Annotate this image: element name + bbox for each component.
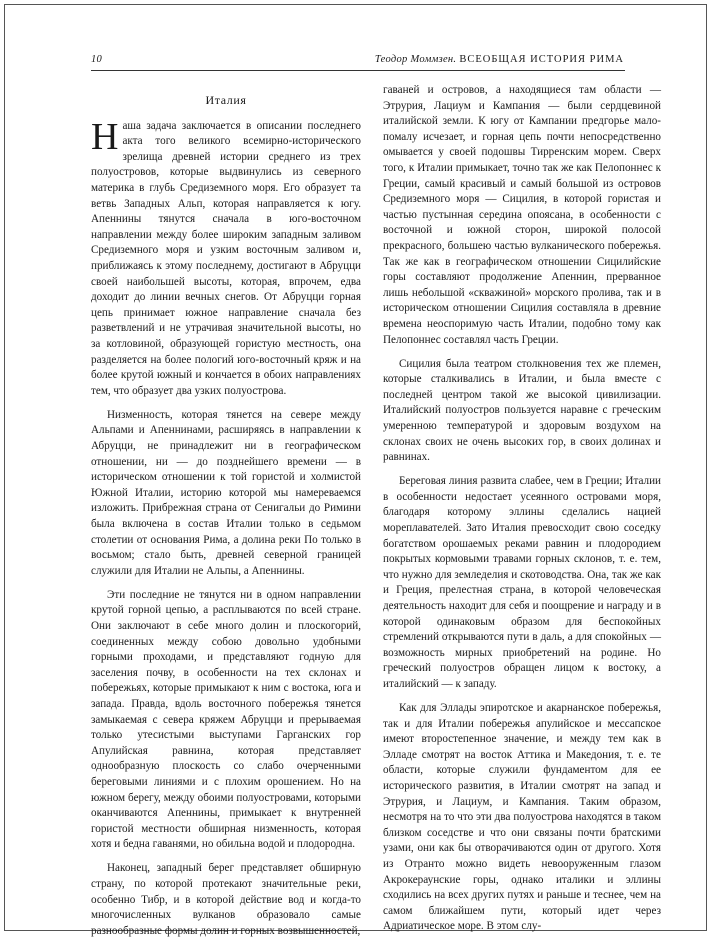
paragraph: Береговая линия развита слабее, чем в Греции; Италии в особенности недостает усеянного островами моря, благодаря которому эллины сделались нацией мореплавателей. Зато Италия превосходит свою соседку богатством орошаемых реками равнин и плодородием покрытых кормовыми травами горных склонов, т. е. тем, что нужно для земледелия и скотоводства. Она, так же как и Греция, прелестная страна, в которой человеческая деятельность находит для себя и поощрение и награду и в которой одинаковым образом для беспокойных стремлений открываются пути в даль, а для спокойных — возможность мирных приобретений на родине. Но греческий полуостров обращен лицом к востоку, а италийский — к западу. (383, 475, 661, 690)
paragraph: Как для Эллады эпиротское и акарнанское побережья, так и для Италии побережья апулийское и мессапское имеют второстепенное значение, и между тем как в Элладе смотрят на восток Аттика и Македония, т. е. те области, которые служили фундаментом для ее исторического развития, в Италии смотрят на запад и Этрурия, и Лациум, и Кампания. Таким образом, несмотря на то что эти два полуострова находятся в таком близком соседстве и что они связаны почти братскими узами, они как бы отворачиваются один от другого. Хотя из Отранто можно видеть невооруженным глазом Акрокераунские горы, однако италики и эллины сходились на всех других путях и раньше и теснее, чем на самом ближайшем пути, который идет через Адриатическое море. В этом слу- (383, 702, 661, 933)
page-number: 10 (91, 54, 103, 65)
header-rule (91, 70, 625, 71)
running-title-book: ВСЕОБЩАЯ ИСТОРИЯ РИМА (459, 54, 624, 65)
paragraph-text: аша задача заключается в описании последнего акта того великого всемирно-исторического зрелища древней истории среднего из трех полуостровов, которые выдвинулись из северного материка в глубь Средиземного моря. Его образует та ветвь Западных Альп, которая направляется к югу. Апеннины тянутся сначала в юго-восточном направлении между более широким западным заливом Средиземного моря и узким восточным заливом и, приближаясь к этому последнему, достигают в Абруцци своей наибольшей высоты, которая, впрочем, едва доходит до линии вечных снегов. От Абруцци горная цепь принимает южное направление сначала без разветвлений и не утрачивая значительной высоты, но за котловиной, образующей гористую местность, она разделяется на более пологий юго-восточный кряж и на более крутой южный и кончается в обоих направлениях тем, что образует два узких полуострова. (91, 119, 361, 397)
paragraph: Сицилия была театром столкновения тех же племен, которые сталкивались в Италии, и была вместе с последней центром такой же высокой цивилизации. Италийский полуостров пользуется наравне с греческим умеренною температурой и здоровым воздухом на склонах своих не очень высоких гор, в своих долинах и равнинах. (383, 357, 661, 464)
running-title (375, 54, 624, 65)
text-column-right (383, 83, 661, 935)
paragraph: Наконец, западный берег представляет обширную страну, по которой протекают значительные реки, особенно Тибр, и в которой действие вод и когда-то многочисленных вулканов образовало самые разнообразные формы долин и горных возвышенностей, (91, 862, 361, 937)
section-title: Италия (205, 93, 247, 107)
paragraph: Низменность, которая тянется на севере между Альпами и Апеннинами, расширяясь в направлении к Абруцци, не принадлежит ни в географическом отношении, ни — до позднейшего времени — в историческом отношении к той гористой и холмистой Южной Италии, историю которой мы намереваемся изложить. Прибрежная страна от Сенигальи до Римини была включена в состав Италии только в седьмом столетии от основания Рима, а долина реки По только в восьмом; стало быть, древней северной границей служили для Италии не Альпы, а Апеннины. (91, 408, 361, 577)
running-title-author: Теодор Моммзен. (374, 54, 457, 65)
text-column-left (91, 82, 361, 939)
paragraph (91, 115, 361, 400)
paragraph: Эти последние не тянутся ни в одном направлении крутой горной цепью, а расплываются по всей стране. Они заключают в себе много долин и плоскогорий, соединенных между собою довольно удобными горными проходами, и представляют годную для заселения почву, в особенности на тех склонах и побережьях, которые примыкают к ним с востока, юга и запада. Правда, вдоль восточного побережья тянется замыкаемая с севера кряжем Абруцци и прерываемая только утесистыми выступами Гарганских гор Апулийская равнина, которая представляет однообразную плоскость со слабо очерченными береговыми линиями и с плохим орошением. Но на южном берегу, между обоими полуостровами, которыми оканчиваются Апеннины, примыкает к внутренней гористой местности обширная низменность, которая хотя и бедна гаванями, но обильна водой и плодородна. (91, 588, 361, 851)
paragraph: гаваней и островов, а находящиеся там области — Этрурия, Лациум и Кампания — были сердцевиной италийской земли. К югу от Кампании предгорье мало-помалу исчезает, и горная цепь почти непосредственно омывается у своей подошвы Тирренским морем. Сверх того, к Италии примыкает, точно так же как Пелопоннес к Греции, самый красивый и самый большой из островов Средиземного моря — Сицилия, в которой гористая и частью пустынная середина опоясана, в особенности с восточной и южной сторон, широкой полосой прекрасного, большею частью вулканического побережья. Так же как в географическом отношении Сицилийские горы составляют продолжение Апеннин, прерванное лишь небольшой «скважиной» морского пролива, так и в историческом отношении Сицилия составляла в древние времена неоспоримую часть Италии, подобно тому как Пелопоннес составлял часть Греции. (383, 84, 661, 346)
drop-cap: Н (91, 115, 119, 158)
